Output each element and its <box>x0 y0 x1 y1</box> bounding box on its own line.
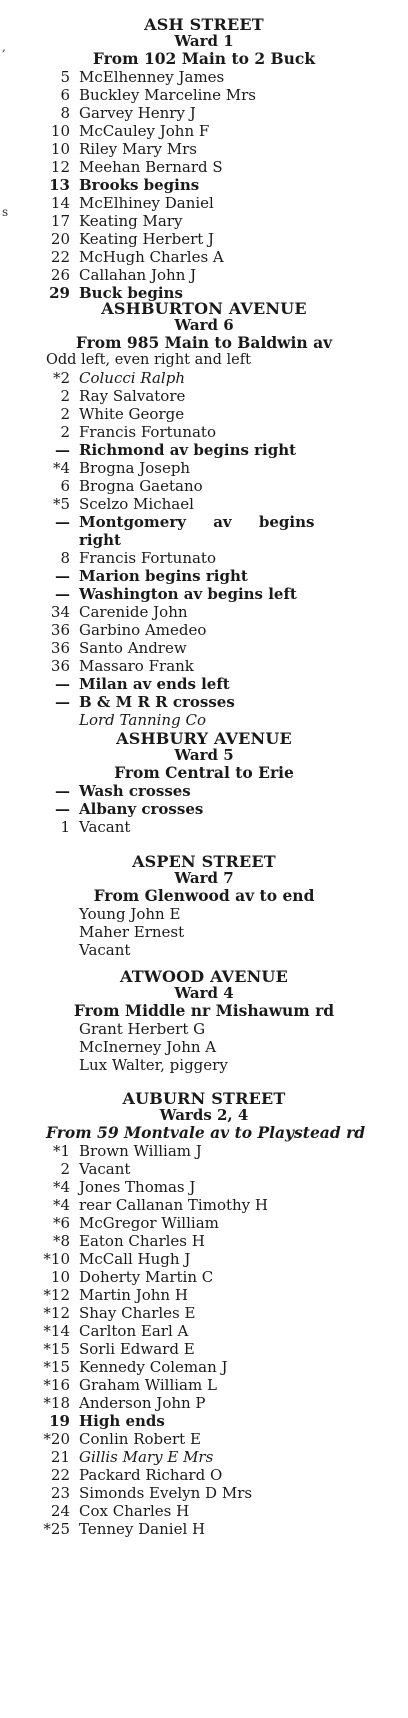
resident-row <box>0 657 408 675</box>
house-number: 34 <box>50 603 70 621</box>
house-number: *16 <box>43 1376 70 1394</box>
house-number: *20 <box>43 1430 70 1448</box>
street-range: From 985 Main to Baldwin av <box>75 333 333 352</box>
house-number: *10 <box>43 1250 70 1268</box>
street-marker-text: Richmond av begins right <box>79 441 297 459</box>
street-marker-text: Buck begins <box>79 284 183 302</box>
resident-row <box>0 1268 408 1286</box>
resident-name: Riley Mary Mrs <box>79 140 197 158</box>
house-number: *14 <box>43 1322 70 1340</box>
house-number: 36 <box>50 621 70 639</box>
resident-row <box>0 1142 408 1160</box>
resident-row <box>0 1394 408 1412</box>
house-number: *4 <box>52 459 70 477</box>
resident-name: Callahan John J <box>79 266 197 284</box>
house-number: 12 <box>50 158 70 176</box>
resident-name: McCauley John F <box>79 122 210 140</box>
resident-row <box>0 1466 408 1484</box>
house-number: *15 <box>43 1340 70 1358</box>
margin-mark: , <box>2 40 6 54</box>
ward-label: Ward 4 <box>174 984 234 1002</box>
resident-name: Francis Fortunato <box>79 423 216 441</box>
resident-name: Martin John H <box>79 1286 188 1304</box>
resident-row <box>0 387 408 405</box>
resident-name: Packard Richard O <box>79 1466 223 1484</box>
resident-row <box>0 1160 408 1178</box>
house-number: *25 <box>43 1520 70 1538</box>
ward-label: Ward 5 <box>174 746 234 764</box>
house-number: 6 <box>60 86 70 104</box>
resident-row <box>0 477 408 495</box>
street-title: ATWOOD AVENUE <box>120 967 288 986</box>
street-section <box>0 730 408 836</box>
house-number: 20 <box>50 230 70 248</box>
house-number: *4 <box>52 1178 70 1196</box>
house-number: 2 <box>60 405 70 423</box>
resident-row <box>0 549 408 567</box>
house-number: — <box>55 675 70 693</box>
resident-name: Anderson John P <box>79 1394 206 1412</box>
street-range: From Glenwood av to end <box>93 886 315 905</box>
resident-row <box>0 104 408 122</box>
street-section <box>0 1090 408 1538</box>
resident-row <box>0 1214 408 1232</box>
resident-name: Scelzo Michael <box>79 495 194 513</box>
house-number: *2 <box>52 369 70 387</box>
resident-row <box>0 1232 408 1250</box>
house-number: 19 <box>49 1412 70 1430</box>
street-marker-row <box>0 675 408 693</box>
street-marker-text: Montgomery av begins right <box>79 513 315 549</box>
house-number: 2 <box>60 1160 70 1178</box>
resident-name: Carlton Earl A <box>79 1322 189 1340</box>
resident-row <box>0 459 408 477</box>
house-number: 10 <box>50 1268 70 1286</box>
resident-name: Massaro Frank <box>79 657 194 675</box>
house-number: *12 <box>43 1286 70 1304</box>
resident-row <box>0 941 408 959</box>
street-marker-row <box>0 693 408 711</box>
ward-label: Wards 2, 4 <box>159 1106 249 1124</box>
street-range: From 59 Montvale av to Playstead rd <box>46 1123 366 1142</box>
house-number: 22 <box>50 1466 70 1484</box>
ward-label: Ward 1 <box>174 32 234 50</box>
resident-name: Young John E <box>79 905 181 923</box>
resident-name: Lord Tanning Co <box>79 711 206 729</box>
resident-name: Doherty Martin C <box>79 1268 214 1286</box>
resident-name: McGregor William <box>79 1214 219 1232</box>
resident-name: McInerney John A <box>79 1038 217 1056</box>
street-title: ASHBURTON AVENUE <box>101 299 307 318</box>
resident-name: Grant Herbert G <box>79 1020 206 1038</box>
house-number: *15 <box>43 1358 70 1376</box>
street-marker-row <box>0 782 408 800</box>
house-number: *8 <box>52 1232 70 1250</box>
resident-row <box>0 1056 408 1074</box>
street-title: ASH STREET <box>144 15 264 34</box>
street-marker-row <box>0 441 408 459</box>
resident-row <box>0 1304 408 1322</box>
resident-row <box>0 1502 408 1520</box>
resident-name: McElhiney Daniel <box>79 194 214 212</box>
resident-row <box>0 1340 408 1358</box>
street-marker-row <box>0 1412 408 1430</box>
resident-row <box>0 212 408 230</box>
resident-row <box>0 639 408 657</box>
resident-name: White George <box>79 405 185 423</box>
house-number: 5 <box>60 68 70 86</box>
resident-row <box>0 194 408 212</box>
house-number: 2 <box>60 423 70 441</box>
house-number: *6 <box>52 1214 70 1232</box>
street-marker-text: Milan av ends left <box>79 675 230 693</box>
street-marker-text: B & M R R crosses <box>79 693 235 711</box>
resident-row <box>0 495 408 513</box>
resident-name: Garbino Amedeo <box>79 621 207 639</box>
resident-row <box>0 1430 408 1448</box>
resident-row <box>0 905 408 923</box>
house-number: *4 <box>52 1196 70 1214</box>
house-number: 36 <box>50 639 70 657</box>
resident-row <box>0 248 408 266</box>
house-number: 26 <box>50 266 70 284</box>
resident-row <box>0 1020 408 1038</box>
resident-row <box>0 621 408 639</box>
street-marker-row <box>0 567 408 585</box>
street-section <box>0 853 408 959</box>
street-marker-row <box>0 176 408 194</box>
resident-name: Simonds Evelyn D Mrs <box>79 1484 253 1502</box>
street-range: From 102 Main to 2 Buck <box>92 49 316 68</box>
street-title: ASHBURY AVENUE <box>116 729 292 748</box>
resident-name: Vacant <box>79 818 131 836</box>
resident-row <box>0 1376 408 1394</box>
resident-name: Tenney Daniel H <box>79 1520 206 1538</box>
resident-row <box>0 423 408 441</box>
street-range: From Middle nr Mishawum rd <box>73 1001 335 1020</box>
resident-name: Conlin Robert E <box>79 1430 201 1448</box>
resident-name: Ray Salvatore <box>79 387 186 405</box>
resident-row <box>0 1520 408 1538</box>
house-number: — <box>55 567 70 585</box>
house-number: — <box>55 693 70 711</box>
resident-name: Eaton Charles H <box>79 1232 205 1250</box>
house-number: 8 <box>60 549 70 567</box>
house-number: — <box>55 782 70 800</box>
house-number: 8 <box>60 104 70 122</box>
resident-name: rear Callanan Timothy H <box>79 1196 268 1214</box>
resident-row <box>0 158 408 176</box>
resident-row <box>0 1286 408 1304</box>
resident-name: Francis Fortunato <box>79 549 216 567</box>
resident-row <box>0 1484 408 1502</box>
house-number: 21 <box>50 1448 70 1466</box>
house-number: 10 <box>50 140 70 158</box>
resident-row <box>0 1250 408 1268</box>
ward-label: Ward 6 <box>174 316 234 334</box>
street-section <box>0 16 408 302</box>
house-number: 36 <box>50 657 70 675</box>
house-number: 22 <box>50 248 70 266</box>
house-number: *12 <box>43 1304 70 1322</box>
resident-row <box>0 369 408 387</box>
street-section <box>0 300 408 729</box>
resident-name: Keating Mary <box>79 212 183 230</box>
street-marker-text: Albany crosses <box>79 800 204 818</box>
resident-name: Vacant <box>79 1160 131 1178</box>
resident-name: Keating Herbert J <box>79 230 215 248</box>
street-marker-row <box>0 800 408 818</box>
resident-row <box>0 68 408 86</box>
house-number: — <box>55 585 70 603</box>
house-number: 23 <box>50 1484 70 1502</box>
house-number: *1 <box>52 1142 70 1160</box>
house-number: — <box>55 800 70 818</box>
resident-row <box>0 230 408 248</box>
resident-name: Garvey Henry J <box>79 104 196 122</box>
resident-row <box>0 1358 408 1376</box>
resident-name: Meehan Bernard S <box>79 158 223 176</box>
house-number: — <box>55 441 70 459</box>
resident-row <box>0 122 408 140</box>
resident-row <box>0 1448 408 1466</box>
resident-name: Cox Charles H <box>79 1502 190 1520</box>
resident-row <box>0 266 408 284</box>
resident-name: Sorli Edward E <box>79 1340 195 1358</box>
resident-row <box>0 86 408 104</box>
house-number: 29 <box>49 284 70 302</box>
resident-row <box>0 1178 408 1196</box>
street-marker-text: Washington av begins left <box>79 585 297 603</box>
resident-name: McHugh Charles A <box>79 248 224 266</box>
house-number: 13 <box>49 176 70 194</box>
house-number: 24 <box>50 1502 70 1520</box>
resident-name: Vacant <box>79 941 131 959</box>
resident-row <box>0 140 408 158</box>
resident-row <box>0 603 408 621</box>
resident-row <box>0 711 408 729</box>
street-marker-text: High ends <box>79 1412 165 1430</box>
house-number: 6 <box>60 477 70 495</box>
resident-row <box>0 1322 408 1340</box>
resident-name: Carenide John <box>79 603 188 621</box>
resident-row <box>0 405 408 423</box>
resident-name: Colucci Ralph <box>79 369 185 387</box>
resident-name: Lux Walter, piggery <box>79 1056 228 1074</box>
resident-name: Brogna Gaetano <box>79 477 203 495</box>
street-title: ASPEN STREET <box>132 852 276 871</box>
resident-name: McCall Hugh J <box>79 1250 191 1268</box>
resident-name: Gillis Mary E Mrs <box>79 1448 214 1466</box>
street-marker-row <box>0 585 408 603</box>
ward-label: Ward 7 <box>174 869 234 887</box>
house-number: 14 <box>50 194 70 212</box>
house-number: 2 <box>60 387 70 405</box>
street-section <box>0 968 408 1074</box>
street-marker-text: Wash crosses <box>79 782 191 800</box>
resident-name: Brown William J <box>79 1142 202 1160</box>
house-number: 1 <box>60 818 70 836</box>
resident-name: Brogna Joseph <box>79 459 191 477</box>
house-number: — <box>55 513 70 531</box>
resident-row <box>0 1196 408 1214</box>
numbering-note: Odd left, even right and left <box>46 352 251 368</box>
resident-row <box>0 818 408 836</box>
house-number: 17 <box>50 212 70 230</box>
resident-name: Graham William L <box>79 1376 217 1394</box>
house-number: 10 <box>50 122 70 140</box>
resident-row <box>0 1038 408 1056</box>
street-range: From Central to Erie <box>114 763 294 782</box>
street-marker-text: Marion begins right <box>79 567 248 585</box>
resident-name: Buckley Marceline Mrs <box>79 86 256 104</box>
resident-name: McElhenney James <box>79 68 225 86</box>
street-title: AUBURN STREET <box>122 1089 286 1108</box>
street-marker-row <box>0 513 408 549</box>
resident-row <box>0 923 408 941</box>
resident-name: Jones Thomas J <box>79 1178 196 1196</box>
resident-name: Santo Andrew <box>79 639 187 657</box>
resident-name: Shay Charles E <box>79 1304 196 1322</box>
house-number: *5 <box>52 495 70 513</box>
street-marker-text: Brooks begins <box>79 176 200 194</box>
house-number: *18 <box>43 1394 70 1412</box>
resident-name: Maher Ernest <box>79 923 185 941</box>
margin-mark: s <box>2 205 9 219</box>
resident-name: Kennedy Coleman J <box>79 1358 228 1376</box>
